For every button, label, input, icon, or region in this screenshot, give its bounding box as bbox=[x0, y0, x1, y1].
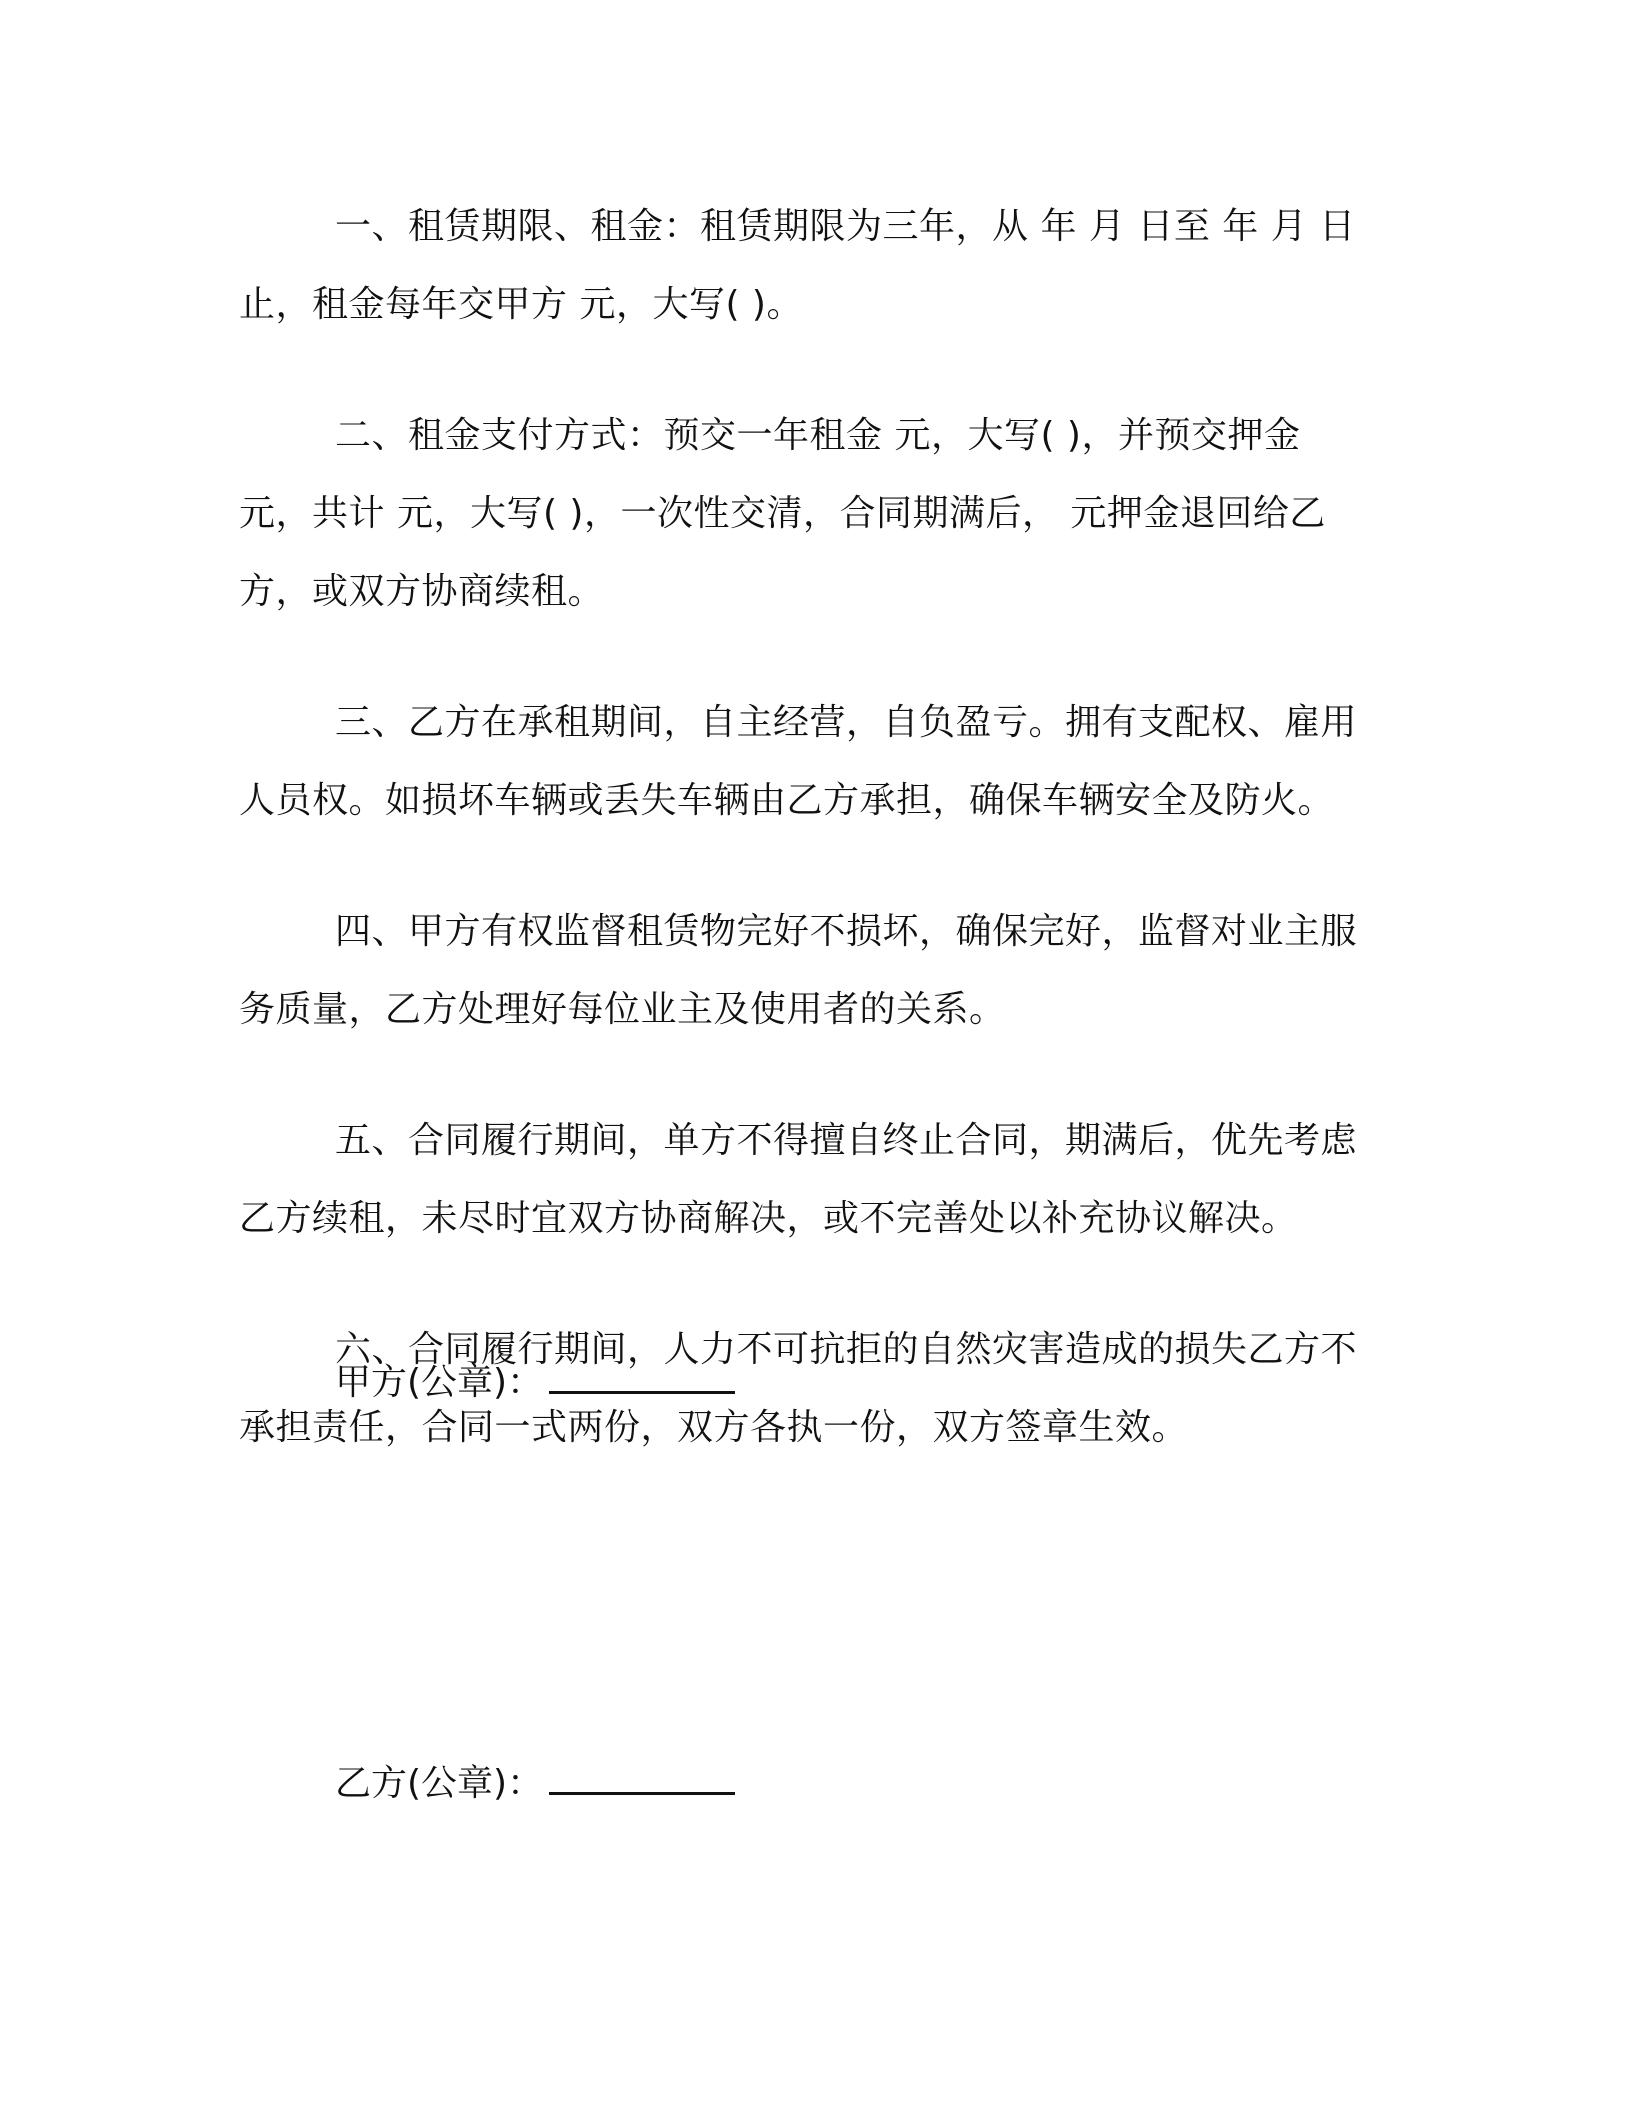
clause-1-term-and-rent: 一、租赁期限、租金：租赁期限为三年，从 年 月 日至 年 月 日止，租金每年交甲方 元，大写( )。 bbox=[239, 206, 1356, 325]
party-b-signature-blank[interactable] bbox=[549, 1758, 735, 1795]
clause-4-lessor-supervision: 四、甲方有权监督租赁物完好不损坏，确保完好，监督对业主服务质量，乙方处理好每位业主及使用者的关系。 bbox=[239, 911, 1358, 1030]
party-a-signature-line bbox=[335, 1357, 735, 1409]
clause-2-payment-method: 二、租金支付方式：预交一年租金 元，大写( )，并预交押金 元，共计 元，大写( )，一次性交清，合同期满后， 元押金退回给乙方，或双方协商续租。 bbox=[239, 415, 1326, 612]
party-b-label: 乙方(公章)： bbox=[335, 1763, 544, 1804]
party-a-label: 甲方(公章)： bbox=[335, 1362, 544, 1403]
clause-5-termination: 五、合同履行期间，单方不得擅自终止合同，期满后，优先考虑乙方续租，未尽时宜双方协商解决，或不完善处以补充协议解决。 bbox=[239, 1120, 1358, 1239]
party-b-signature-line bbox=[335, 1758, 735, 1810]
contract-body bbox=[239, 188, 1377, 1520]
party-a-signature-blank[interactable] bbox=[549, 1357, 735, 1394]
clause-3-lessee-operation: 三、乙方在承租期间，自主经营，自负盈亏。拥有支配权、雇用人员权。如损坏车辆或丢失车辆由乙方承担，确保车辆安全及防火。 bbox=[239, 702, 1358, 821]
clause-6-force-majeure: 六、合同履行期间，人力不可抗拒的自然灾害造成的损失乙方不承担责任，合同一式两份，双方各执一份，双方签章生效。 bbox=[239, 1329, 1358, 1448]
